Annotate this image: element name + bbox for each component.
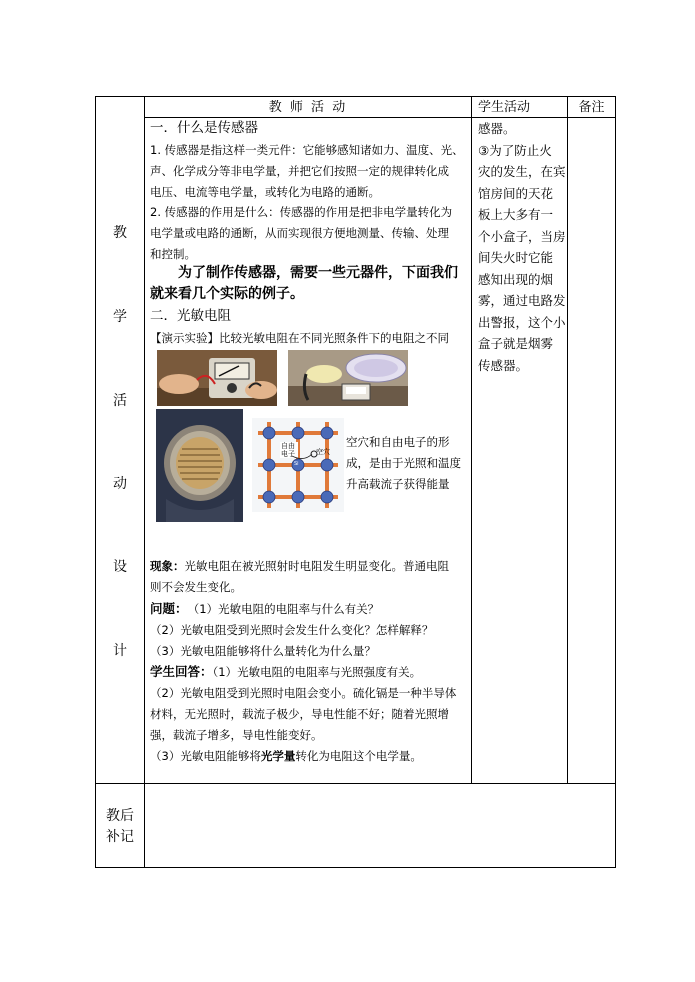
phenomenon-text: 光敏电阻在被光照射时电阻发生明显变化。普通电阻 <box>184 559 449 573</box>
diagram-silicon-lattice <box>252 418 344 512</box>
photo-lamp-experiment <box>288 350 408 406</box>
text-line <box>150 556 470 577</box>
col-divider-1 <box>144 96 145 868</box>
side-label-char-2: 学 <box>113 309 127 325</box>
text-line: 电学量或电路的通断，从而实现很方便地测量、传输、处理 <box>150 226 449 240</box>
student-line: 灾的发生，在宾 <box>478 164 566 179</box>
answer-line-3 <box>150 746 470 767</box>
text-line: 1. 传感器是指这样一类元件：它能够感知诸如力、温度、光、 <box>150 143 464 157</box>
student-line: 传感器。 <box>478 357 529 373</box>
answer-emphasis: 光学量 <box>260 749 296 763</box>
text-line: 声、化学成分等非电学量，并把它们按照一定的规律转化成 <box>150 164 449 178</box>
student-line: 间失火时它能 <box>478 250 554 265</box>
image-caption <box>346 432 468 495</box>
text-line: 和控制。 <box>150 247 196 261</box>
text-line: 成，是由于光照和温度 <box>346 456 461 470</box>
phenomenon-paragraph <box>150 556 470 598</box>
student-line: 板上大多有一 <box>478 207 554 222</box>
student-line: 感知出现的烟 <box>478 271 554 287</box>
student-line: 雾，通过电路发 <box>478 293 566 308</box>
diagram-label-line: 电子 <box>281 450 295 458</box>
answer-line-2c: 强，载流子增多，导电性能变好。 <box>150 728 323 742</box>
student-line: 感器。 <box>478 121 516 136</box>
answers-block <box>150 661 470 767</box>
student-line: 出警报，这个小 <box>478 314 566 330</box>
header-student-activity: 学生活动 <box>478 100 531 115</box>
main-row-bottom-border <box>95 783 616 784</box>
student-line: ③为了防止火 <box>478 142 552 158</box>
answer-text: 转化为电阻这个电学量。 <box>295 749 422 763</box>
text-line: 就来看几个实际的例子。 <box>150 286 304 302</box>
side-label-char-5: 设 <box>113 559 127 575</box>
question-line-1 <box>150 598 470 620</box>
student-column <box>478 118 566 376</box>
col-divider-3 <box>567 96 568 784</box>
text-line: 为了制作传感器，需要一些元器件，下面我们 <box>178 265 458 281</box>
diagram-label-line: 自由 <box>281 442 295 450</box>
answer-text: （1）光敏电阻的电阻率与光照强度有关。 <box>212 665 422 679</box>
answer-line-2: （2）光敏电阻受到光照时电阻会变小。硫化镉是一种半导体 <box>150 686 457 700</box>
answer-line-1 <box>150 661 470 683</box>
diagram-free-electron-label <box>281 442 295 458</box>
questions-block <box>150 598 470 662</box>
side-label-char-4: 动 <box>113 476 127 492</box>
diagram-si-label: Si <box>294 461 299 467</box>
text-line: 电压、电流等电学量，或转化为电路的通断。 <box>150 185 380 199</box>
paragraph-function <box>150 202 470 265</box>
phenomenon-label: 现象： <box>150 559 185 573</box>
table-top-border <box>95 96 616 97</box>
text-line: 则不会发生变化。 <box>150 580 242 594</box>
answer-text: （3）光敏电阻能够将 <box>150 749 261 763</box>
student-line: 个小盒子，当房 <box>478 228 566 244</box>
section-title-photoresistor: 二．光敏电阻 <box>150 308 231 324</box>
diagram-hole-label: 空穴 <box>316 448 330 456</box>
student-line: 盒子就是烟雾 <box>478 336 554 351</box>
question-text: （1）光敏电阻的电阻率与什么有关？ <box>193 602 380 616</box>
header-remarks: 备注 <box>578 100 605 115</box>
section-title-what-is-sensor: 一．什么是传感器 <box>150 120 258 136</box>
after-class-label-line-2: 补记 <box>106 829 134 845</box>
demo-experiment-line: 【演示实验】比较光敏电阻在不同光照条件下的电阻之不同 <box>150 331 449 345</box>
question-line-2: （2）光敏电阻受到光照时会发生什么变化？怎样解释？ <box>150 623 434 637</box>
answer-label: 学生回答： <box>150 664 213 679</box>
text-line: 2. 传感器的作用是什么：传感器的作用是把非电学量转化为 <box>150 205 453 219</box>
text-line: 空穴和自由电子的形 <box>346 435 450 449</box>
question-line-3: （3）光敏电阻能够将什么量转化为什么量？ <box>150 644 376 658</box>
after-class-label-line-1: 教后 <box>106 808 134 824</box>
header-teacher-activity: 教 师 活 动 <box>268 100 348 115</box>
side-label-char-3: 活 <box>113 393 127 409</box>
photo-multimeter-experiment <box>157 350 277 406</box>
student-line: 馆房间的天花 <box>478 185 554 201</box>
answer-line-2b: 材料，无光照时，载流子极少，导电性能不好；随着光照增 <box>150 707 449 721</box>
table-bottom-border <box>95 867 616 868</box>
side-label-char-1: 教 <box>113 225 127 241</box>
question-label: 问题： <box>150 601 188 616</box>
col-divider-2 <box>471 96 472 784</box>
text-line: 升高载流子获得能量 <box>346 477 450 491</box>
side-label-char-6: 计 <box>113 643 127 659</box>
table-right-border <box>615 96 616 868</box>
photo-photoresistor <box>156 409 243 522</box>
paragraph-definition <box>150 140 470 203</box>
bold-intro-paragraph <box>150 263 470 305</box>
